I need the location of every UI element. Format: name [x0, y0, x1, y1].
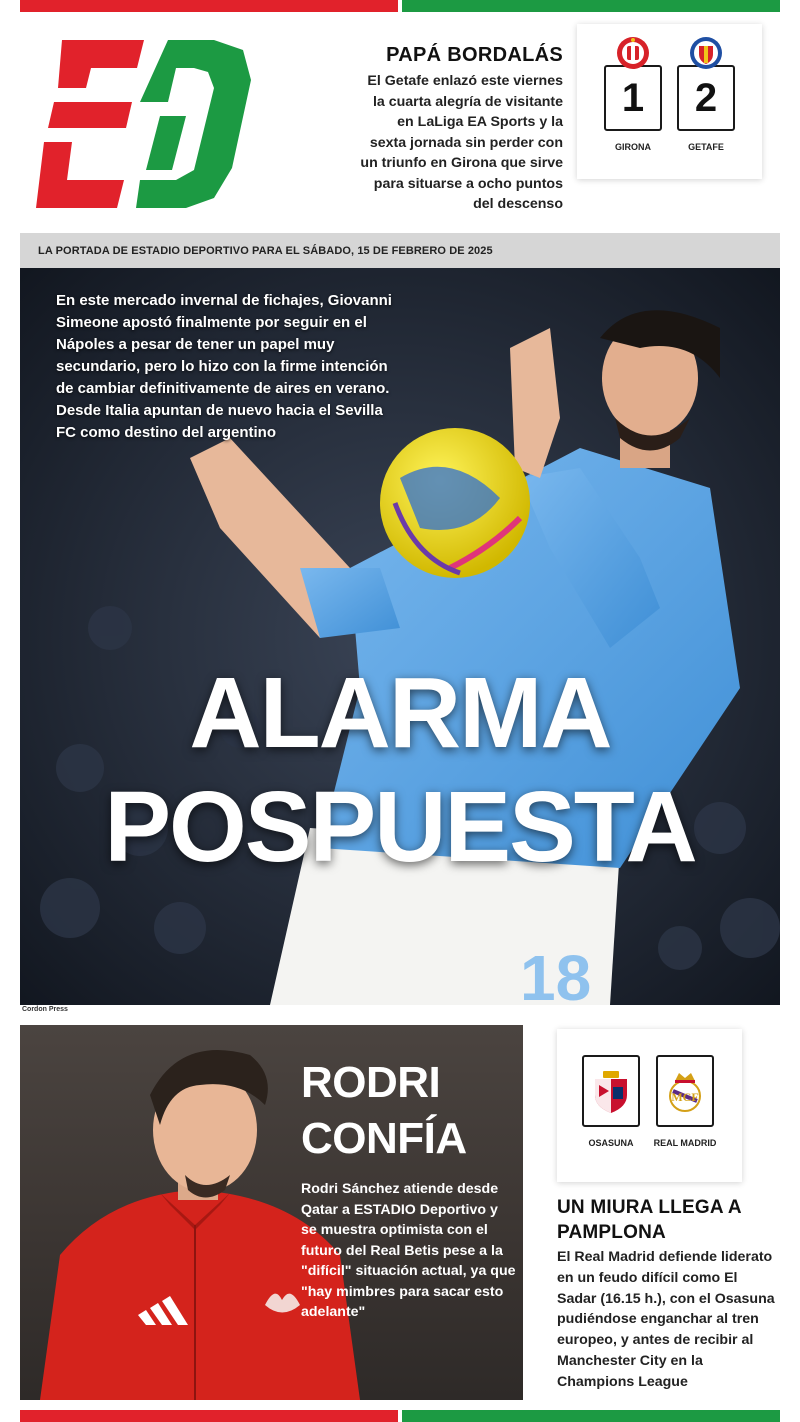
rodri-headline-line-2: CONFÍA: [301, 1114, 467, 1163]
headline-line-1: ALARMA: [189, 657, 611, 769]
photo-credit: Cordon Press: [22, 1006, 68, 1013]
fixture-away-badge: [656, 1055, 714, 1127]
dateline-bar: [20, 233, 780, 268]
main-story-intro: En este mercado invernal de fichajes, Giovanni Simeone apostó finalmente por seguir en el Nápoles a pesar de tener un papel muy secundario, pero lo hizo con la firme intención de cambiar definitivamente de aires en verano. Desde Italia apuntan de nuevo hacia el Sevilla FC como destino del argentino: [56, 292, 392, 441]
dateline-text: LA PORTADA DE ESTADIO DEPORTIVO PARA EL SÁBADO, 15 DE FEBRERO DE 2025: [38, 245, 493, 257]
girona-crest-icon: [616, 36, 650, 70]
top-story-headline[interactable]: PAPÁ BORDALÁS: [386, 44, 563, 66]
miura-body: El Real Madrid defiende liderato en un feudo difícil como El Sadar (16.15 h.), con el Osasuna pudiéndose enganchar al tren europeo, y antes de recibir al Manchester City en la Champions League: [557, 1249, 775, 1390]
top-story[interactable]: [360, 44, 563, 215]
main-story-headline[interactable]: [20, 656, 780, 884]
fixture-home-badge: [582, 1055, 640, 1127]
rodri-headline[interactable]: [301, 1055, 467, 1167]
svg-text:ED: ED: [36, 40, 38, 41]
top-story-body: El Getafe enlazó este viernes la cuarta alegría de visitante en LaLiga EA Sports y la sexta jornada sin perder con un triunfo en Girona que sirve para situarse a ocho puntos del descenso: [360, 73, 563, 212]
bottom-color-stripe: [20, 1410, 780, 1422]
masthead-logo[interactable]: [36, 40, 251, 208]
rodri-headline-line-1: RODRI: [301, 1058, 441, 1107]
real-madrid-crest-icon: [667, 1069, 703, 1113]
headline-line-2: POSPUESTA: [104, 771, 696, 883]
scorecard-home: [604, 36, 662, 152]
getafe-crest-icon: [689, 36, 723, 70]
osasuna-crest-icon: [593, 1069, 629, 1113]
rodri-story[interactable]: [20, 1025, 523, 1400]
home-score: 1: [604, 65, 662, 131]
svg-text:MCF: MCF: [671, 1090, 699, 1104]
main-story[interactable]: [20, 268, 780, 1005]
shirt-number: 18: [520, 942, 592, 1005]
fixture-away-name: REAL MADRID: [653, 1138, 717, 1148]
fixture-home-name: OSASUNA: [588, 1138, 634, 1148]
miura-headline[interactable]: UN MIURA LLEGA A PAMPLONA: [557, 1197, 742, 1243]
fixture-card[interactable]: [557, 1029, 742, 1182]
top-color-stripe: [20, 0, 780, 12]
scorecard[interactable]: [577, 24, 762, 179]
away-score: 2: [677, 65, 735, 131]
rodri-body: Rodri Sánchez atiende desde Qatar a ESTADIO Deportivo y se muestra optimista con el futuro del Real Betis pese a la "difícil" situación actual, ya que "hay mimbres para sacar esto adelante": [301, 1181, 516, 1320]
away-team-name: GETAFE: [688, 142, 724, 152]
home-team-name: GIRONA: [615, 142, 651, 152]
miura-story[interactable]: [557, 1195, 780, 1393]
scorecard-away: [677, 36, 735, 152]
